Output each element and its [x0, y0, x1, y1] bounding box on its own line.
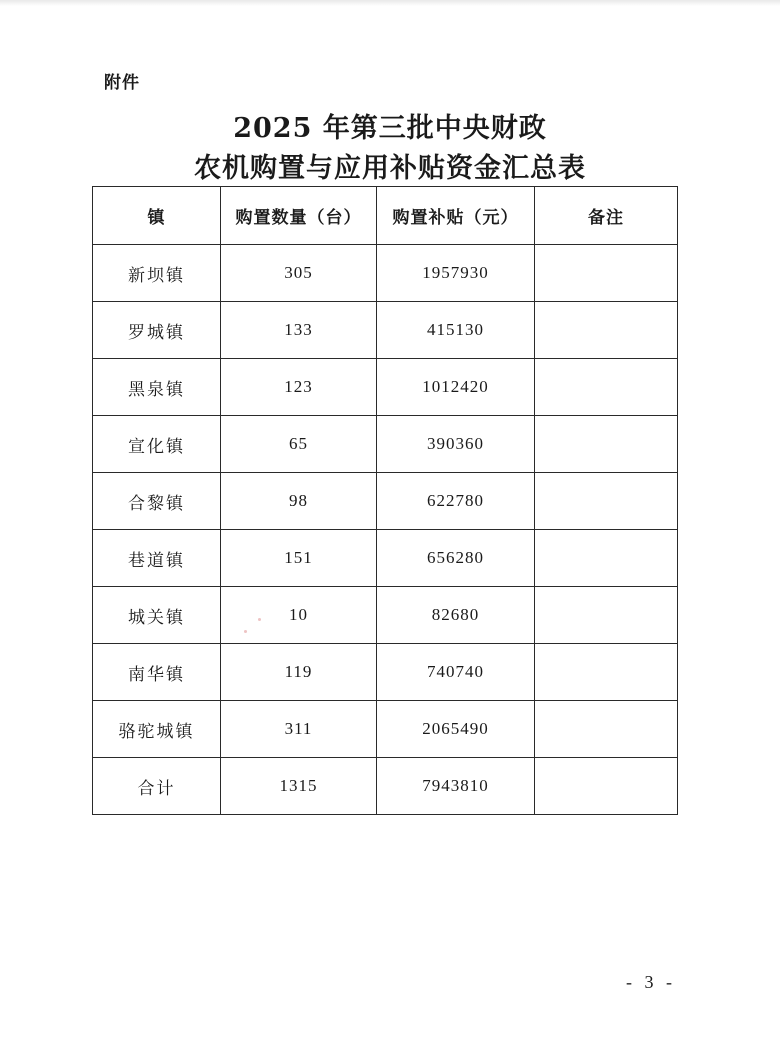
town-cell: 新坝镇: [93, 245, 221, 302]
remarks-cell: [535, 416, 678, 473]
subsidy-cell: 2065490: [377, 701, 535, 758]
header-quantity: 购置数量（台）: [221, 187, 377, 245]
total-remarks-cell: [535, 758, 678, 815]
subsidy-cell: 1957930: [377, 245, 535, 302]
subsidy-cell: 415130: [377, 302, 535, 359]
subsidy-cell: 622780: [377, 473, 535, 530]
town-cell: 罗城镇: [93, 302, 221, 359]
scan-edge: [0, 0, 780, 6]
town-cell: 巷道镇: [93, 530, 221, 587]
town-cell: 骆驼城镇: [93, 701, 221, 758]
quantity-cell: 123: [221, 359, 377, 416]
table-row: [93, 302, 678, 359]
town-cell: 南华镇: [93, 644, 221, 701]
table-header-row: [93, 187, 678, 245]
table-row: [93, 587, 678, 644]
quantity-cell: 65: [221, 416, 377, 473]
header-remarks: 备注: [535, 187, 678, 245]
remarks-cell: [535, 644, 678, 701]
remarks-cell: [535, 530, 678, 587]
subsidy-summary-table: [92, 186, 678, 815]
table-row: [93, 701, 678, 758]
remarks-cell: [535, 473, 678, 530]
quantity-cell: 311: [221, 701, 377, 758]
attachment-label: 附件: [104, 73, 140, 93]
quantity-cell: 98: [221, 473, 377, 530]
total-quantity-cell: 1315: [221, 758, 377, 815]
scan-speck: [244, 630, 247, 633]
subsidy-cell: 390360: [377, 416, 535, 473]
town-cell: 城关镇: [93, 587, 221, 644]
subsidy-cell: 82680: [377, 587, 535, 644]
scan-speck: [258, 618, 261, 621]
document-title-line-2: 农机购置与应用补贴资金汇总表: [194, 153, 586, 184]
table-row: [93, 416, 678, 473]
table-row: [93, 530, 678, 587]
table-row: [93, 359, 678, 416]
table-row: [93, 473, 678, 530]
table-row: [93, 644, 678, 701]
quantity-cell: 119: [221, 644, 377, 701]
remarks-cell: [535, 701, 678, 758]
remarks-cell: [535, 587, 678, 644]
remarks-cell: [535, 302, 678, 359]
remarks-cell: [535, 245, 678, 302]
total-label-cell: 合计: [93, 758, 221, 815]
quantity-cell: 133: [221, 302, 377, 359]
header-subsidy: 购置补贴（元）: [377, 187, 535, 245]
quantity-cell: 305: [221, 245, 377, 302]
document-title-line-1: 2025 年第三批中央财政: [233, 113, 547, 144]
header-town: 镇: [93, 187, 221, 245]
page-number: - 3 -: [626, 972, 676, 992]
quantity-cell: 10: [221, 587, 377, 644]
subsidy-cell: 740740: [377, 644, 535, 701]
remarks-cell: [535, 359, 678, 416]
table-row: [93, 245, 678, 302]
subsidy-cell: 656280: [377, 530, 535, 587]
table-total-row: [93, 758, 678, 815]
town-cell: 宣化镇: [93, 416, 221, 473]
town-cell: 合黎镇: [93, 473, 221, 530]
town-cell: 黑泉镇: [93, 359, 221, 416]
total-subsidy-cell: 7943810: [377, 758, 535, 815]
subsidy-cell: 1012420: [377, 359, 535, 416]
quantity-cell: 151: [221, 530, 377, 587]
